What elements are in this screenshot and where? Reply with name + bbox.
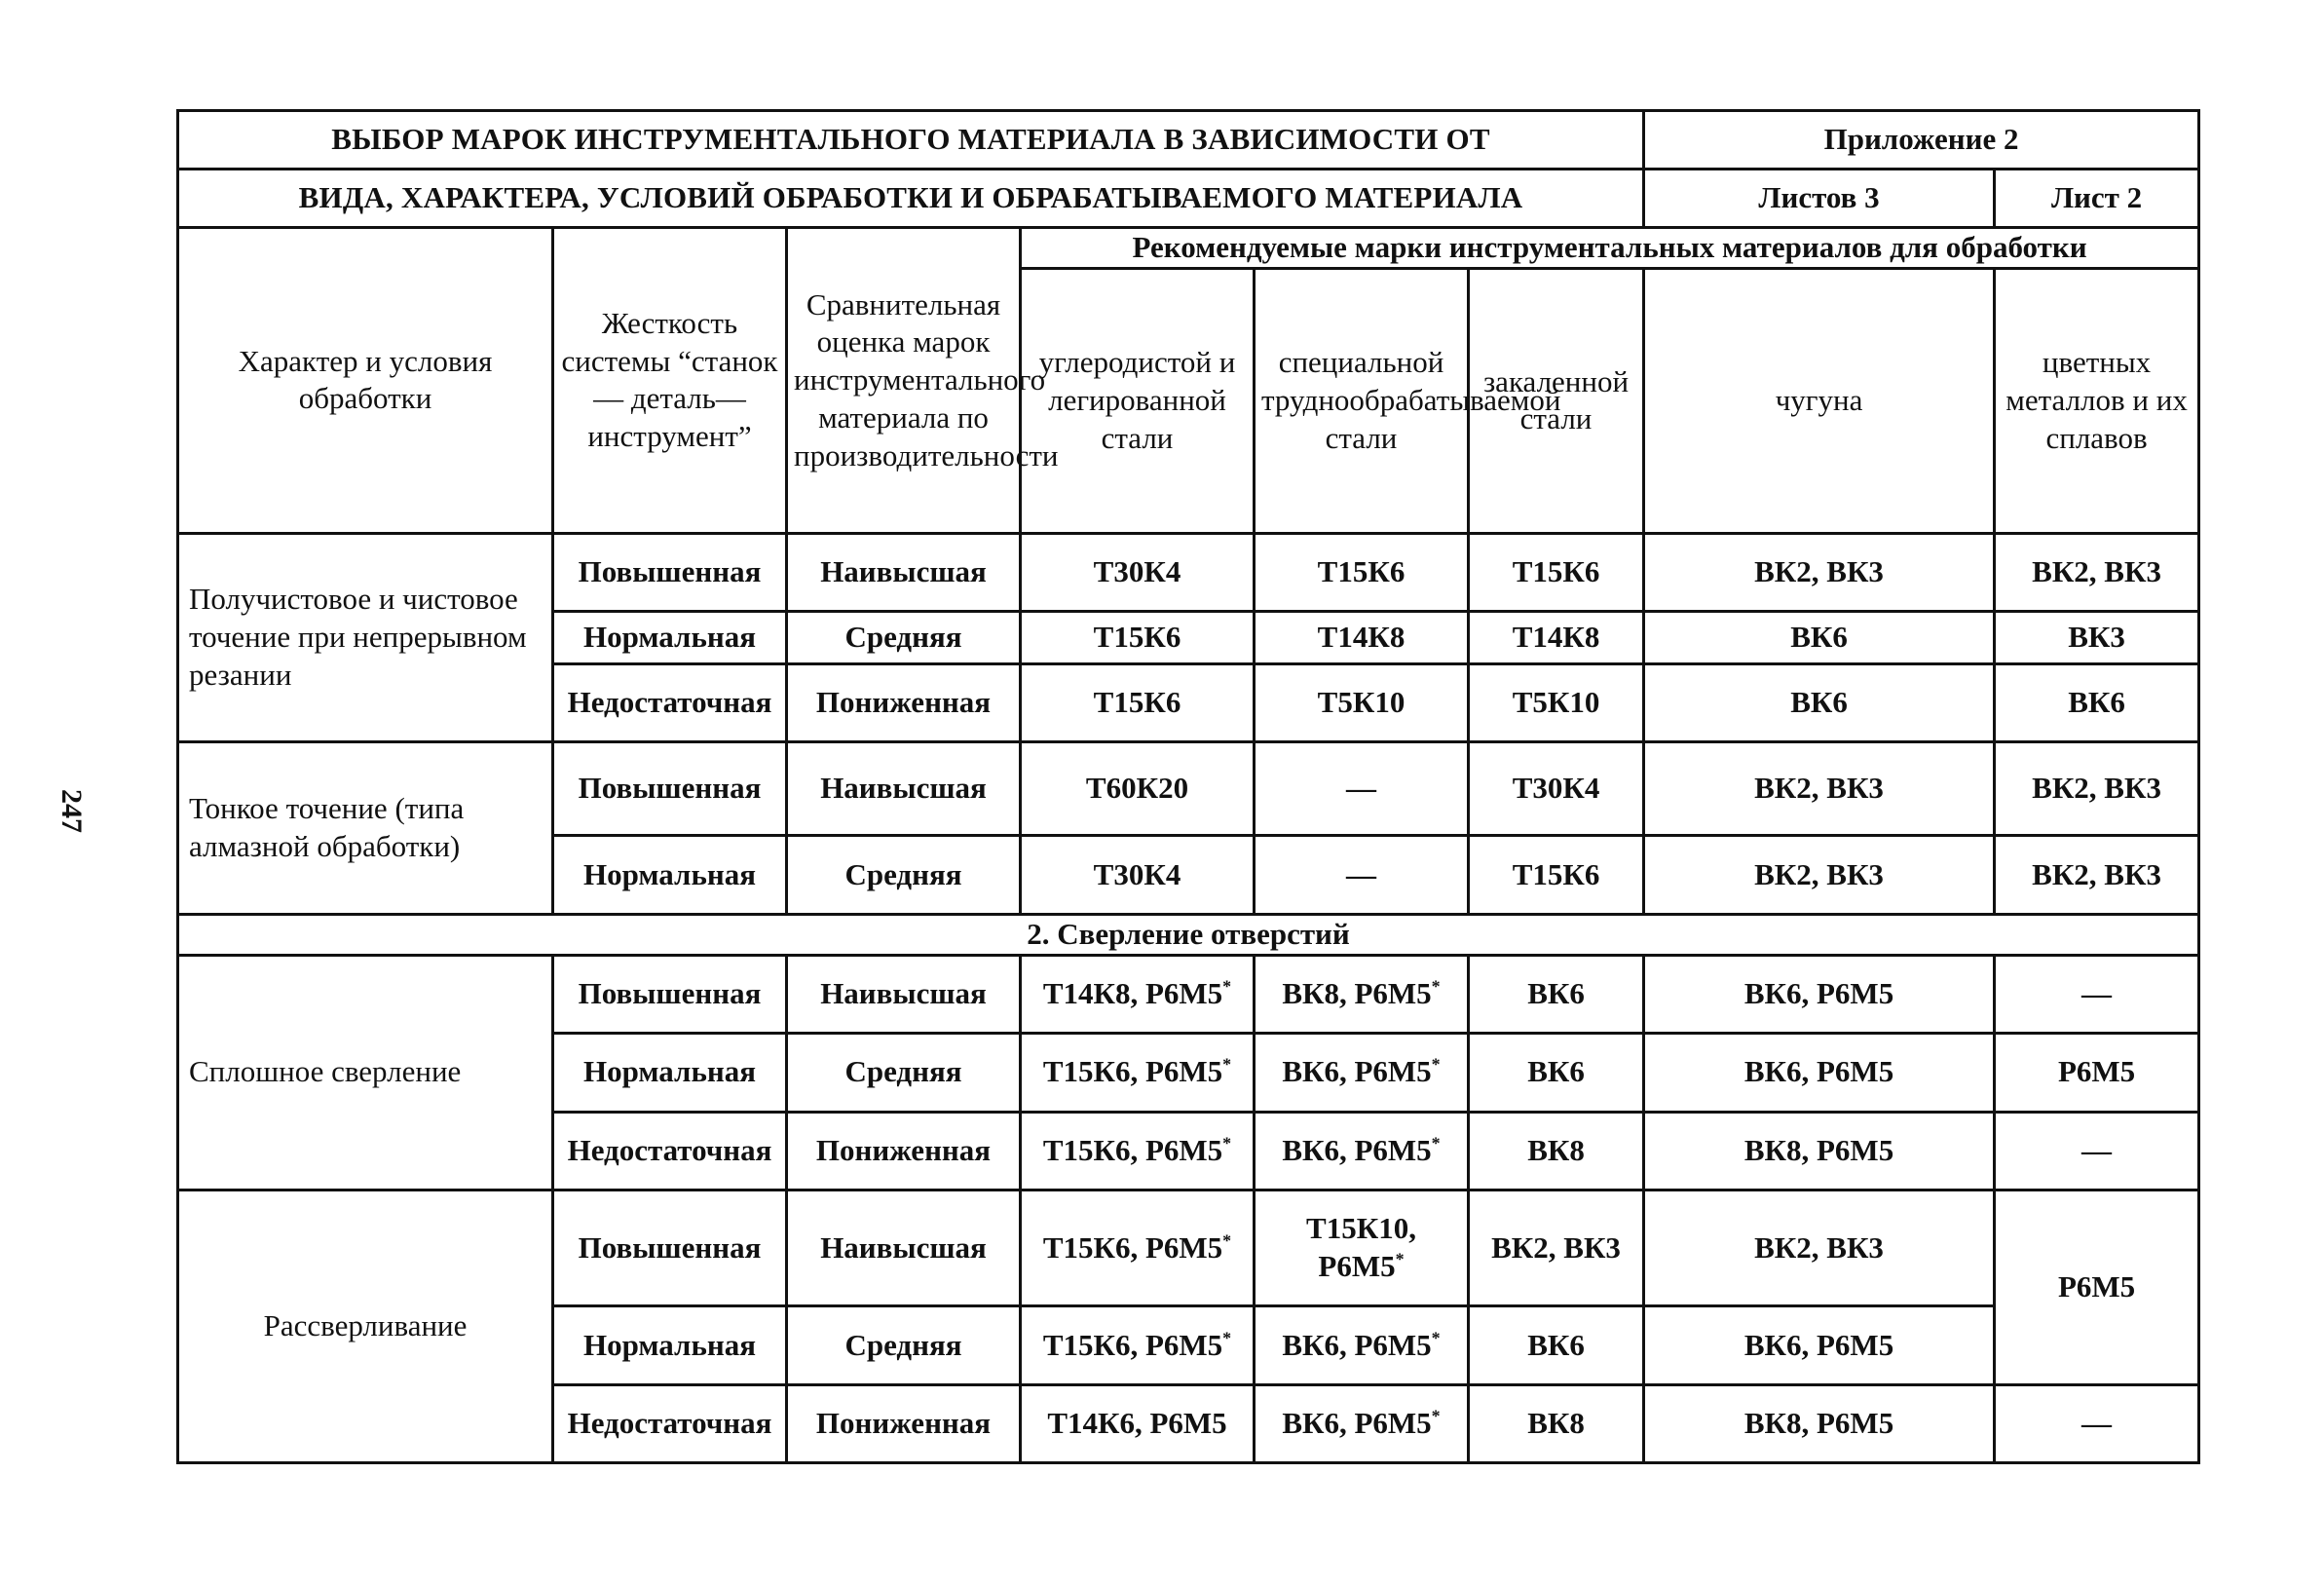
cast-iron-cell: ВК2, ВК3 — [1644, 836, 1995, 915]
hardened-steel-cell: Т14К8 — [1469, 612, 1644, 664]
cast-iron-cell: ВК6, Р6М5 — [1644, 955, 1995, 1034]
nonferrous-cell: — — [1995, 1112, 2199, 1190]
carbon-steel-cell: Т30К4 — [1021, 836, 1255, 915]
performance-cell: Пониженная — [787, 664, 1021, 742]
cast-iron-cell: ВК6, Р6М5 — [1644, 1306, 1995, 1385]
group-fine-turning: Тонкое точение (типа алмазной обработки) — [178, 742, 553, 915]
header-comparative: Сравнительная оценка марок инструментального материала по производительности — [787, 228, 1021, 534]
header-recommended: Рекомендуемые марки инструментальных материалов для обработки — [1021, 228, 2199, 269]
carbon-steel-cell: Т15К6, Р6М5* — [1021, 1112, 1255, 1190]
header-material-nonferrous: цветных металлов и их сплавов — [1995, 268, 2199, 533]
cast-iron-cell: ВК6 — [1644, 612, 1995, 664]
performance-cell: Средняя — [787, 1034, 1021, 1113]
group-reaming: Рассверливание — [178, 1190, 553, 1463]
hardened-steel-cell: ВК8 — [1469, 1384, 1644, 1463]
special-steel-cell: Т15К10, Р6М5* — [1255, 1190, 1469, 1306]
nonferrous-cell: Р6М5 — [1995, 1190, 2199, 1385]
nonferrous-cell: ВК3 — [1995, 612, 2199, 664]
carbon-steel-cell: Т15К6 — [1021, 664, 1255, 742]
performance-cell: Средняя — [787, 1306, 1021, 1385]
hardened-steel-cell: Т30К4 — [1469, 742, 1644, 836]
hardened-steel-cell: ВК8 — [1469, 1112, 1644, 1190]
cast-iron-cell: ВК6 — [1644, 664, 1995, 742]
cast-iron-cell: ВК2, ВК3 — [1644, 1190, 1995, 1306]
performance-cell: Средняя — [787, 836, 1021, 915]
performance-cell: Наивысшая — [787, 1190, 1021, 1306]
hardened-steel-cell: Т15К6 — [1469, 836, 1644, 915]
rigidity-cell: Нормальная — [553, 1034, 787, 1113]
title-line-1: ВЫБОР МАРОК ИНСТРУМЕНТАЛЬНОГО МАТЕРИАЛА В ЗАВИСИМОСТИ ОТ — [178, 111, 1644, 170]
header-material-carbon-steel: углеродистой и легированной стали — [1021, 268, 1255, 533]
carbon-steel-cell: Т14К8, Р6М5* — [1021, 955, 1255, 1034]
table-row — [178, 1190, 2199, 1306]
hardened-steel-cell: Т5К10 — [1469, 664, 1644, 742]
hardened-steel-cell: ВК6 — [1469, 955, 1644, 1034]
performance-cell: Средняя — [787, 612, 1021, 664]
header-character: Характер и условия обработки — [178, 228, 553, 534]
rigidity-cell: Недостаточная — [553, 1112, 787, 1190]
special-steel-cell: ВК8, Р6М5* — [1255, 955, 1469, 1034]
rigidity-cell: Нормальная — [553, 612, 787, 664]
carbon-steel-cell: Т30К4 — [1021, 533, 1255, 612]
performance-cell: Пониженная — [787, 1112, 1021, 1190]
special-steel-cell: — — [1255, 742, 1469, 836]
performance-cell: Наивысшая — [787, 955, 1021, 1034]
hardened-steel-cell: ВК6 — [1469, 1306, 1644, 1385]
tool-material-table — [176, 109, 2200, 1464]
special-steel-cell: ВК6, Р6М5* — [1255, 1034, 1469, 1113]
rigidity-cell: Повышенная — [553, 955, 787, 1034]
performance-cell: Наивысшая — [787, 533, 1021, 612]
appendix-label: Приложение 2 — [1644, 111, 2199, 170]
nonferrous-cell: ВК6 — [1995, 664, 2199, 742]
carbon-steel-cell: Т60К20 — [1021, 742, 1255, 836]
header-rigidity: Жесткость системы “станок — деталь— инструмент” — [553, 228, 787, 534]
special-steel-cell: — — [1255, 836, 1469, 915]
rigidity-cell: Повышенная — [553, 533, 787, 612]
group-solid-drilling: Сплошное сверление — [178, 955, 553, 1190]
nonferrous-cell: — — [1995, 955, 2199, 1034]
carbon-steel-cell: Т15К6, Р6М5* — [1021, 1190, 1255, 1306]
special-steel-cell: ВК6, Р6М5* — [1255, 1384, 1469, 1463]
sheets-total: Листов 3 — [1644, 170, 1995, 228]
nonferrous-cell: — — [1995, 1384, 2199, 1463]
group-semi-finish-turning: Получистовое и чистовое точение при непрерывном резании — [178, 533, 553, 742]
special-steel-cell: Т5К10 — [1255, 664, 1469, 742]
cast-iron-cell: ВК8, Р6М5 — [1644, 1112, 1995, 1190]
section-drilling-title: 2. Сверление отверстий — [178, 914, 2199, 955]
cast-iron-cell: ВК2, ВК3 — [1644, 742, 1995, 836]
page-number: 247 — [56, 789, 88, 833]
special-steel-cell: ВК6, Р6М5* — [1255, 1306, 1469, 1385]
special-steel-cell: Т15К6 — [1255, 533, 1469, 612]
cast-iron-cell: ВК6, Р6М5 — [1644, 1034, 1995, 1113]
nonferrous-cell: Р6М5 — [1995, 1034, 2199, 1113]
nonferrous-cell: ВК2, ВК3 — [1995, 836, 2199, 915]
cast-iron-cell: ВК2, ВК3 — [1644, 533, 1995, 612]
table-row — [178, 955, 2199, 1034]
rigidity-cell: Недостаточная — [553, 664, 787, 742]
header-material-special-steel: специальной труднообрабатываемой стали — [1255, 268, 1469, 533]
performance-cell: Пониженная — [787, 1384, 1021, 1463]
rigidity-cell: Нормальная — [553, 1306, 787, 1385]
hardened-steel-cell: ВК2, ВК3 — [1469, 1190, 1644, 1306]
title-line-2: ВИДА, ХАРАКТЕРА, УСЛОВИЙ ОБРАБОТКИ И ОБРАБАТЫВАЕМОГО МАТЕРИАЛА — [178, 170, 1644, 228]
header-material-cast-iron: чугуна — [1644, 268, 1995, 533]
hardened-steel-cell: Т15К6 — [1469, 533, 1644, 612]
rigidity-cell: Повышенная — [553, 742, 787, 836]
performance-cell: Наивысшая — [787, 742, 1021, 836]
carbon-steel-cell: Т14К6, Р6М5 — [1021, 1384, 1255, 1463]
rigidity-cell: Повышенная — [553, 1190, 787, 1306]
special-steel-cell: Т14К8 — [1255, 612, 1469, 664]
table-row — [178, 533, 2199, 612]
carbon-steel-cell: Т15К6, Р6М5* — [1021, 1306, 1255, 1385]
special-steel-cell: ВК6, Р6М5* — [1255, 1112, 1469, 1190]
sheet-number: Лист 2 — [1995, 170, 2199, 228]
carbon-steel-cell: Т15К6 — [1021, 612, 1255, 664]
nonferrous-cell: ВК2, ВК3 — [1995, 533, 2199, 612]
table-row — [178, 742, 2199, 836]
rigidity-cell: Недостаточная — [553, 1384, 787, 1463]
nonferrous-cell: ВК2, ВК3 — [1995, 742, 2199, 836]
rigidity-cell: Нормальная — [553, 836, 787, 915]
carbon-steel-cell: Т15К6, Р6М5* — [1021, 1034, 1255, 1113]
cast-iron-cell: ВК8, Р6М5 — [1644, 1384, 1995, 1463]
hardened-steel-cell: ВК6 — [1469, 1034, 1644, 1113]
header-material-hardened-steel: закаленной стали — [1469, 268, 1644, 533]
